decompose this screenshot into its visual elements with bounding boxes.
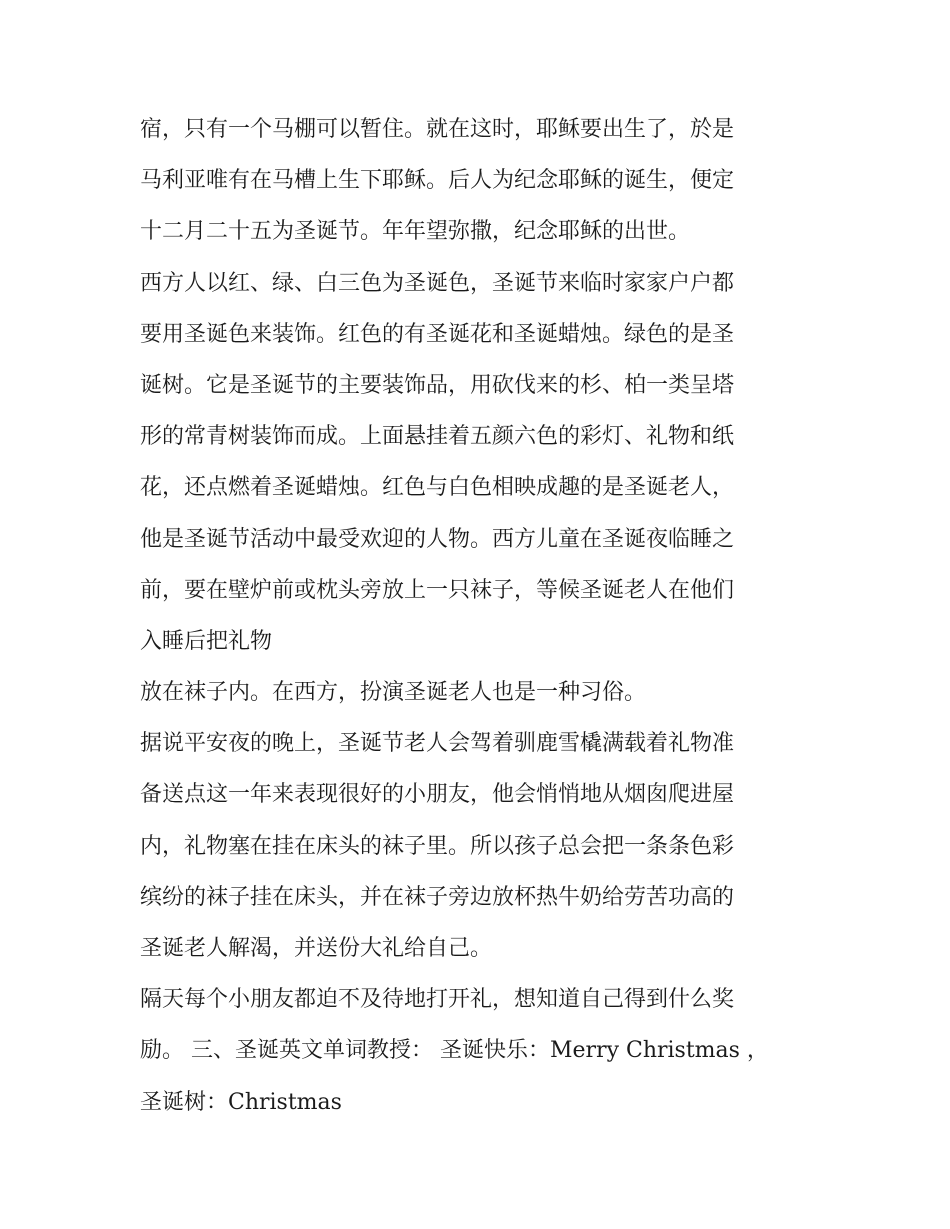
- text-line: 放在袜子内。在西方，扮演圣诞老人也是一种习俗。: [140, 680, 647, 706]
- text-line: 圣诞老人解渴，并送份大礼给自己。: [140, 936, 493, 961]
- text-line: 入睡后把礼物: [140, 628, 273, 654]
- text-line: 花，还点燃着圣诞蜡烛。红色与白色相映成趣的是圣诞老人，: [140, 475, 735, 501]
- text-line: 据说平安夜的晚上，圣诞节老人会驾着驯鹿雪橇满载着礼物准: [140, 731, 735, 757]
- document-body: [140, 104, 820, 1128]
- text-line: 前，要在壁炉前或枕头旁放上一只袜子，等候圣诞老人在他们: [140, 577, 735, 603]
- text-line: 缤纷的袜子挂在床头，并在袜子旁边放杯热牛奶给劳苦功高的: [140, 884, 735, 910]
- text-line: 励。 三、圣诞英文单词教授： 圣诞快乐：Merry Christmas ，: [140, 1038, 769, 1064]
- text-line: 形的常青树装饰而成。上面悬挂着五颜六色的彩灯、礼物和纸: [140, 424, 735, 450]
- text-line: 他是圣诞节活动中最受欢迎的人物。西方儿童在圣诞夜临睡之: [140, 526, 735, 552]
- text-line: 马利亚唯有在马槽上生下耶稣。后人为纪念耶稣的诞生，便定: [140, 168, 735, 194]
- text-line: 内，礼物塞在挂在床头的袜子里。所以孩子总会把一条条色彩: [140, 833, 735, 859]
- text-line: 要用圣诞色来装饰。红色的有圣诞花和圣诞蜡烛。绿色的是圣: [140, 321, 735, 347]
- text-line: 诞树。它是圣诞节的主要装饰品，用砍伐来的杉、柏一类呈塔: [140, 372, 735, 398]
- text-line: 西方人以红、绿、白三色为圣诞色，圣诞节来临时家家户户都: [140, 270, 735, 296]
- text-line: 备送点这一年来表现很好的小朋友，他会悄悄地从烟囱爬进屋: [140, 782, 735, 808]
- text-line: 宿，只有一个马棚可以暂住。就在这时，耶稣要出生了，於是: [140, 117, 735, 142]
- text-line: 隔天每个小朋友都迫不及待地打开礼，想知道自己得到什么奖: [140, 987, 735, 1013]
- text-line: 圣诞树：Christmas: [140, 1089, 342, 1115]
- text-line: 十二月二十五为圣诞节。年年望弥撒，纪念耶稣的出世。: [140, 219, 691, 245]
